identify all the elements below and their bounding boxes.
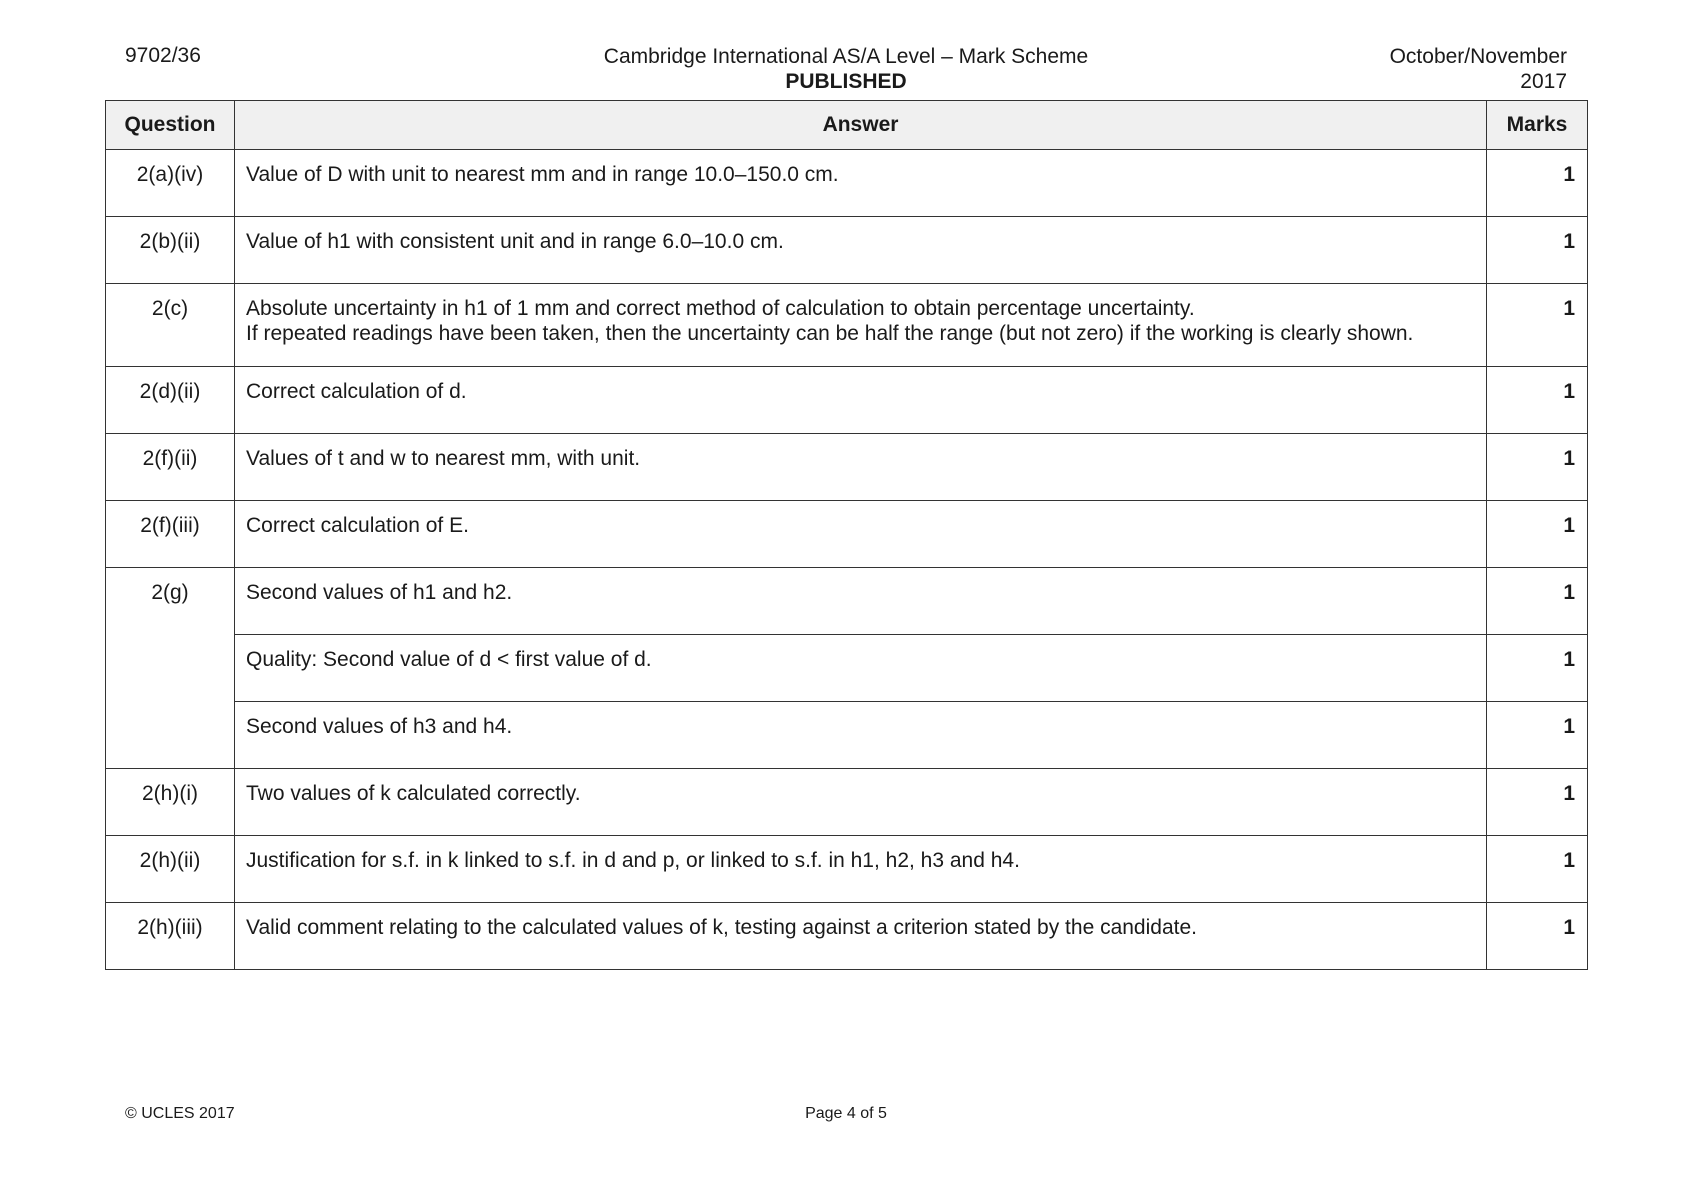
- document-title: Cambridge International AS/A Level – Mark Scheme: [603, 45, 1089, 68]
- column-header-marks: Marks: [1487, 101, 1588, 150]
- answer-cell: [235, 568, 1487, 635]
- table-row: [106, 568, 1588, 635]
- answer-text: Value of D with unit to nearest mm and in range 10.0–150.0 cm.: [246, 163, 839, 186]
- marks-cell: 1: [1487, 367, 1588, 434]
- marks-cell: 1: [1487, 284, 1588, 367]
- table-row: [106, 501, 1588, 568]
- answer-cell: [235, 217, 1487, 284]
- marks-cell: 1: [1487, 769, 1588, 836]
- marks-cell: 1: [1487, 150, 1588, 217]
- answer-cell: [235, 367, 1487, 434]
- column-header-answer: Answer: [235, 101, 1487, 150]
- answer-cell: [235, 635, 1487, 702]
- question-cell: 2(h)(ii): [106, 836, 235, 903]
- answer-text: Two values of k calculated correctly.: [246, 782, 581, 805]
- question-cell: 2(d)(ii): [106, 367, 235, 434]
- page-number: Page 4 of 5: [805, 1105, 887, 1122]
- question-cell: 2(h)(i): [106, 769, 235, 836]
- marks-cell: 1: [1487, 434, 1588, 501]
- answer-text: Valid comment relating to the calculated values of k, testing against a criterion stated by the candidate.: [246, 916, 1197, 939]
- marks-cell: 1: [1487, 501, 1588, 568]
- answer-cell: [235, 284, 1487, 367]
- document-title-block: [125, 44, 1567, 94]
- question-cell: 2(h)(iii): [106, 903, 235, 970]
- answer-cell: [235, 501, 1487, 568]
- question-cell: 2(f)(ii): [106, 434, 235, 501]
- copyright-notice: © UCLES 2017: [125, 1105, 235, 1122]
- mark-scheme-table: [105, 100, 1588, 970]
- question-cell: 2(f)(iii): [106, 501, 235, 568]
- answer-text: Justification for s.f. in k linked to s.f. in d and p, or linked to s.f. in h1, h2, h3 and h4.: [246, 849, 1020, 872]
- answer-cell: [235, 150, 1487, 217]
- table-header-row: [106, 101, 1588, 150]
- marks-cell: 1: [1487, 702, 1588, 769]
- marks-cell: 1: [1487, 903, 1588, 970]
- answer-text: Correct calculation of E.: [246, 514, 469, 537]
- marks-cell: 1: [1487, 568, 1588, 635]
- column-header-question: Question: [106, 101, 235, 150]
- answer-text: Quality: Second value of d < first value of d.: [246, 648, 652, 671]
- answer-text: Correct calculation of d.: [246, 380, 467, 403]
- table-row: [106, 150, 1588, 217]
- question-cell: 2(g): [106, 568, 235, 769]
- table-row: [106, 836, 1588, 903]
- table-row: [106, 903, 1588, 970]
- marks-cell: 1: [1487, 836, 1588, 903]
- table-row: [106, 367, 1588, 434]
- answer-text: Value of h1 with consistent unit and in range 6.0–10.0 cm.: [246, 230, 784, 253]
- table-row: [106, 635, 1588, 702]
- exam-session: [1390, 44, 1567, 94]
- marks-cell: 1: [1487, 217, 1588, 284]
- question-cell: 2(a)(iv): [106, 150, 235, 217]
- answer-cell: [235, 836, 1487, 903]
- answer-cell: [235, 434, 1487, 501]
- answer-text: Second values of h3 and h4.: [246, 715, 513, 738]
- answer-text: Second values of h1 and h2.: [246, 581, 513, 604]
- session-month: October/November: [1389, 45, 1567, 68]
- session-year: 2017: [1520, 70, 1567, 93]
- table-row: [106, 217, 1588, 284]
- answer-text: Values of t and w to nearest mm, with unit.: [246, 447, 641, 470]
- answer-cell: [235, 702, 1487, 769]
- answer-text: Absolute uncertainty in h1 of 1 mm and correct method of calculation to obtain percentage uncertainty.: [246, 297, 1195, 320]
- question-cell: 2(b)(ii): [106, 217, 235, 284]
- paper-code: 9702/36: [125, 44, 201, 67]
- table-row: [106, 284, 1588, 367]
- marks-cell: 1: [1487, 635, 1588, 702]
- answer-cell: [235, 903, 1487, 970]
- table-row: [106, 434, 1588, 501]
- table-row: [106, 769, 1588, 836]
- page-header: [125, 42, 1567, 98]
- answer-text: If repeated readings have been taken, then the uncertainty can be half the range (but not zero) if the working is clearly shown.: [246, 322, 1414, 345]
- table-row: [106, 702, 1588, 769]
- answer-cell: [235, 769, 1487, 836]
- question-cell: 2(c): [106, 284, 235, 367]
- published-label: PUBLISHED: [785, 70, 907, 93]
